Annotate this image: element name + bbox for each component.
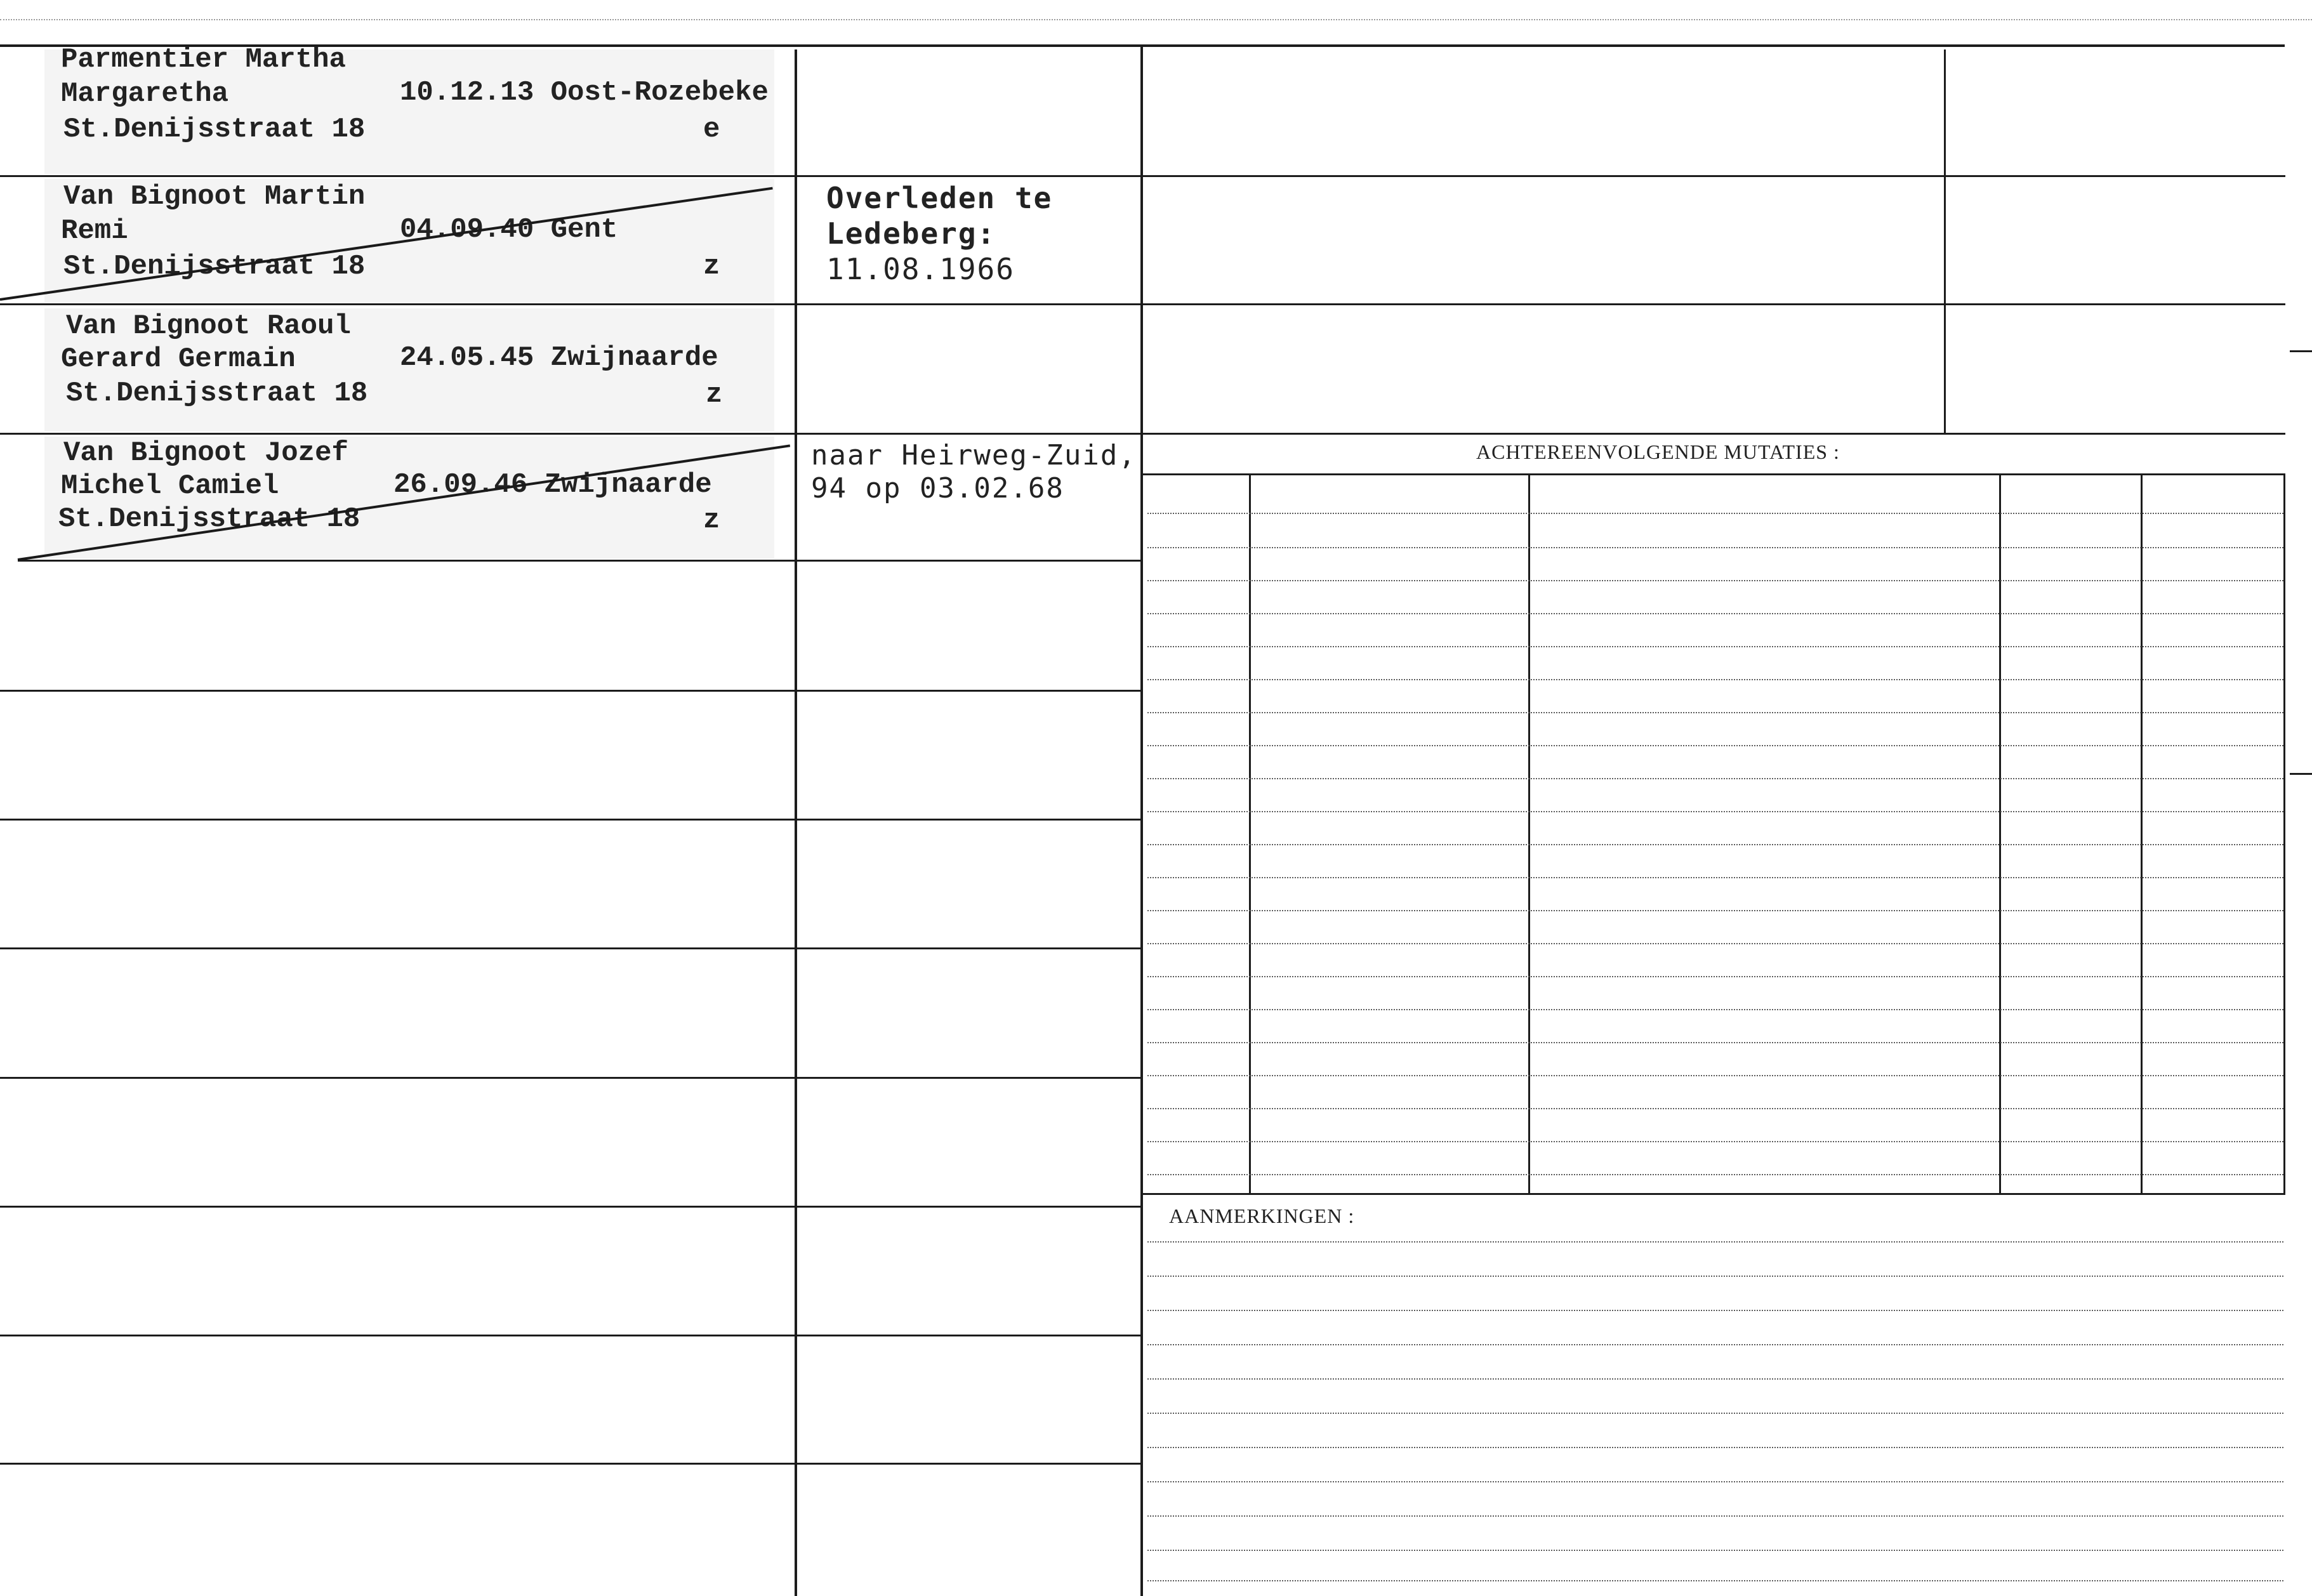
row-line	[797, 690, 1140, 692]
entry-birth: 04.09.40 Gent	[400, 214, 618, 246]
mutaties-ruled-line	[1147, 976, 2283, 977]
remark-line: naar Heirweg-Zuid,	[811, 439, 1137, 472]
aanmerkingen-ruled-line	[1147, 1241, 2283, 1243]
row-line	[0, 1077, 795, 1079]
entry-name-line2: Remi	[61, 215, 128, 247]
row-line	[797, 303, 1140, 305]
entry-name-line2: Margaretha	[61, 78, 229, 110]
entry-code: z	[706, 379, 723, 411]
mutaties-ruled-line	[1147, 613, 2283, 614]
entry-name-line2: Michel Camiel	[61, 470, 279, 502]
aanmerkingen-ruled-line	[1147, 1550, 2283, 1551]
row-line	[797, 947, 1140, 949]
aanmerkingen-header: AANMERKINGEN :	[1169, 1204, 1355, 1227]
mutaties-ruled-line	[1147, 1108, 2283, 1109]
mutaties-ruled-line	[1147, 1009, 2283, 1010]
aanmerkingen-ruled-line	[1147, 1344, 2283, 1345]
row-line	[0, 1463, 795, 1465]
mutaties-bottom-line	[1143, 1193, 2285, 1195]
entry-name-line2: Gerard Germain	[61, 343, 296, 375]
right-row-line	[1143, 303, 2285, 305]
row-line	[0, 433, 795, 435]
mutaties-ruled-line	[1147, 712, 2283, 713]
col-divider-left	[795, 49, 797, 1596]
aanmerkingen-ruled-line	[1147, 1276, 2283, 1277]
mutaties-top-line	[1143, 473, 2285, 475]
row-line	[0, 175, 795, 177]
remark-line: Overleden te	[826, 181, 1053, 215]
entry-address: St.Denijsstraat 18	[63, 251, 366, 282]
mutaties-ruled-line	[1147, 580, 2283, 581]
row-line	[0, 1335, 795, 1336]
col-divider-main	[1140, 47, 1143, 1596]
aanmerkingen-ruled-line	[1147, 1413, 2283, 1414]
entry-birth: 10.12.13 Oost-Rozebeke	[400, 77, 769, 109]
mutaties-ruled-line	[1147, 910, 2283, 911]
mutaties-ruled-line	[1147, 1042, 2283, 1043]
aanmerkingen-ruled-line	[1147, 1580, 2283, 1581]
entry-name-line1: Van Bignoot Jozef	[63, 437, 348, 469]
entry-name-line1: Parmentier Martha	[61, 44, 346, 76]
remark-line: Ledeberg:	[826, 216, 996, 251]
right-row-line	[1143, 175, 2285, 177]
mutaties-ruled-line	[1147, 1075, 2283, 1076]
entry-address: St.Denijsstraat 18	[63, 114, 366, 145]
margin-tick	[2290, 773, 2312, 775]
aanmerkingen-ruled-line	[1147, 1481, 2283, 1482]
entry-birth: 26.09.46 Zwijnaarde	[393, 469, 712, 501]
mutaties-ruled-line	[1147, 547, 2283, 548]
mutaties-header: ACHTEREENVOLGENDE MUTATIES :	[1476, 440, 1840, 463]
mutaties-ruled-line	[1147, 646, 2283, 647]
aanmerkingen-ruled-line	[1147, 1447, 2283, 1448]
entry-address: St.Denijsstraat 18	[58, 503, 360, 535]
row-line	[18, 560, 795, 562]
right-top-divider	[1944, 49, 1946, 433]
mutaties-ruled-line	[1147, 1141, 2283, 1142]
mutaties-col-line	[1999, 475, 2001, 1194]
row-line	[0, 303, 795, 305]
mutaties-col-line	[1249, 475, 1251, 1194]
mutaties-ruled-line	[1147, 745, 2283, 746]
entry-code: e	[703, 114, 720, 145]
mutaties-col-line	[2283, 475, 2285, 1194]
mutaties-ruled-line	[1147, 943, 2283, 944]
entry-address: St.Denijsstraat 18	[66, 378, 368, 409]
row-line	[797, 175, 1140, 177]
row-line	[797, 1463, 1140, 1465]
mutaties-ruled-line	[1147, 844, 2283, 845]
margin-tick	[2290, 350, 2312, 352]
row-line	[797, 1206, 1140, 1208]
aanmerkingen-ruled-line	[1147, 1515, 2283, 1517]
remark-line: 94 op 03.02.68	[811, 472, 1064, 505]
entry-name-line1: Van Bignoot Martin	[63, 181, 366, 213]
entry-code: z	[703, 251, 720, 282]
mutaties-ruled-line	[1147, 1174, 2283, 1175]
entry-birth: 24.05.45 Zwijnaarde	[400, 342, 718, 374]
mutaties-col-line	[2141, 475, 2143, 1194]
aanmerkingen-ruled-line	[1147, 1310, 2283, 1311]
row-line	[0, 1206, 795, 1208]
mutaties-ruled-line	[1147, 811, 2283, 812]
row-line	[797, 1335, 1140, 1336]
aanmerkingen-ruled-line	[1147, 1378, 2283, 1380]
mutaties-ruled-line	[1147, 679, 2283, 680]
row-line	[0, 947, 795, 949]
row-line	[797, 433, 1140, 435]
row-line	[797, 560, 1140, 562]
top-faint-line	[0, 19, 2312, 20]
row-line	[797, 1077, 1140, 1079]
right-row-line	[1143, 433, 2285, 435]
row-line	[797, 819, 1140, 821]
row-line	[0, 819, 795, 821]
mutaties-ruled-line	[1147, 513, 2283, 514]
entry-code: z	[703, 505, 720, 536]
mutaties-col-line	[1528, 475, 1530, 1194]
row-line	[0, 690, 795, 692]
remark-line: 11.08.1966	[826, 252, 1015, 286]
mutaties-ruled-line	[1147, 778, 2283, 779]
mutaties-ruled-line	[1147, 877, 2283, 878]
entry-name-line1: Van Bignoot Raoul	[66, 310, 351, 342]
